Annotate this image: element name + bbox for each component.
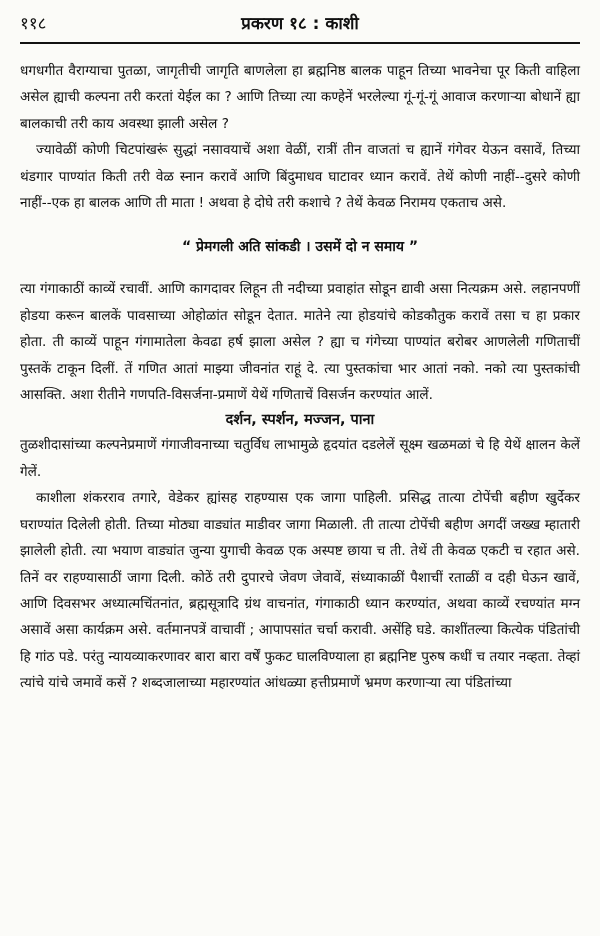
quote-heading: “ प्रेमगली अति सांकडी । उसमें दो न समाय ”: [181, 239, 419, 256]
paragraph: त्या गंगाकाठीं काव्यें रचावीं. आणि कागदावर लिहून ती नदीच्या प्रवाहांत सोडून द्यावी असा नित्यक्रम असे. लहानपणीं होडया करून बालकें पावसाच्या ओहोळांत सोडून देतात. मातेने त्या होडयांचे कोडकौतुक करावें तसा च हा प्रकार होता. ती काव्यें पाहून गंगामातेला केवढा हर्ष झाला असेल ? ह्या च गंगेच्या पाण्यांत बरोबर आणलेली गणिताचीं पुस्तकें टाकून दिलीं. तें गणित आतां माझ्या जीवनांत राहूं दे. त्या पुस्तकांचा भार आतां नको. नको त्या पुस्तकांची आसक्ति. अशा रीतीने गणपति-विसर्जना-प्रमाणें येथें गणिताचें विसर्जन करण्यांत आलें.: [20, 281, 580, 404]
paragraph: धगधगीत वैराग्याचा पुतळा, जागृतीची जागृति बाणलेला हा ब्रह्मनिष्ठ बालक पाहून तिच्या भावनेचा पूर किती वाहिला असेल ह्याची कल्पना तरी करतां येईल का ? आणि तिच्या त्या कण्हेनें भरलेल्या गूं-गूं-गूं आवाज करणाऱ्या बोधानें ह्या बालकाची तरी काय अवस्था झाली असेल ?: [20, 63, 580, 132]
header-rule: [20, 42, 580, 44]
page-number: ११८: [20, 13, 47, 34]
page-header: [20, 4, 580, 40]
paragraph: तुळशीदासांच्या कल्पनेप्रमाणें गंगाजीवनाच्या चतुर्विध लाभामुळे हृदयांत दडलेलें सूक्ष्म खळमळां चे हि येथें क्षालन केलें गेलें.: [20, 437, 580, 480]
chapter-title: प्रकरण १८ : काशी: [241, 13, 359, 34]
paragraph: काशीला शंकरराव तगारे, वेडेकर ह्यांसह राहण्यास एक जागा पाहिली. प्रसिद्ध तात्या टोपेंची बहीण खुर्देकर घराण्यांत दिलेली होती. तिच्या मोठ्या वाड्यांत माडीवर जागा मिळाली. ती तात्या टोपेंची बहीण अगदीं जख्ख म्हातारी झालेली होती. त्या भयाण वाड्यांत जुन्या युगाची केवळ एक अस्पष्ट छाया च ती. तेथें ती केवळ एकटी च रहात असे. तिनें वर राहण्यासाठीं जागा दिली. कोठें तरी दुपारचे जेवण जेवावें, संध्याकाळीं पैशाचीं रताळीं व दही घेऊन खावें, आणि दिवसभर अध्यात्मचिंतनांत, ब्रह्मसूत्रादि ग्रंथ वाचनांत, गंगाकाठी ध्यान करण्यांत, अथवा काव्यें रचण्यांत मग्न असावें असा कार्यक्रम असे. वर्तमानपत्रें वाचावीं ; आपापसांत चर्चा करावी. असेंहि घडे. काशींतल्या कित्येक पंडितांची हि गांठ पडे. परंतु न्यायव्याकरणावर बारा बारा वर्षें फुकट घालविण्याला हा ब्रह्मनिष्ट पुरुष कधीं च तयार नव्हता. तेव्हां त्यांचे यांचे जमावें कसें ? शब्दजालाच्या महारण्यांत आंधळ्या हत्तीप्रमाणें भ्रमण करणाऱ्या त्या पंडितांच्या: [20, 490, 580, 692]
paragraph: ज्यावेळीं कोणी चिटपांखरूं सुद्धां नसावयाचें अशा वेळीं, रात्रीं तीन वाजतां च ह्यानें गंगेवर येऊन वसावें, तिच्या थंडगार पाण्यांत किती तरी वेळ स्नान करावें आणि बिंदुमाधव घाटावर ध्यान करावें. तेथें कोणी नाहीं--दुसरे कोणी नाहीं--एक हा बालक आणि ती माता ! अथवा हे दोघे तरी कशाचे ? तेथें केवळ निरामय एकताच असे.: [20, 142, 580, 212]
page-body: [20, 58, 580, 697]
section-subheading: दर्शन, स्पर्शन, मज्जन, पाना: [225, 412, 375, 429]
